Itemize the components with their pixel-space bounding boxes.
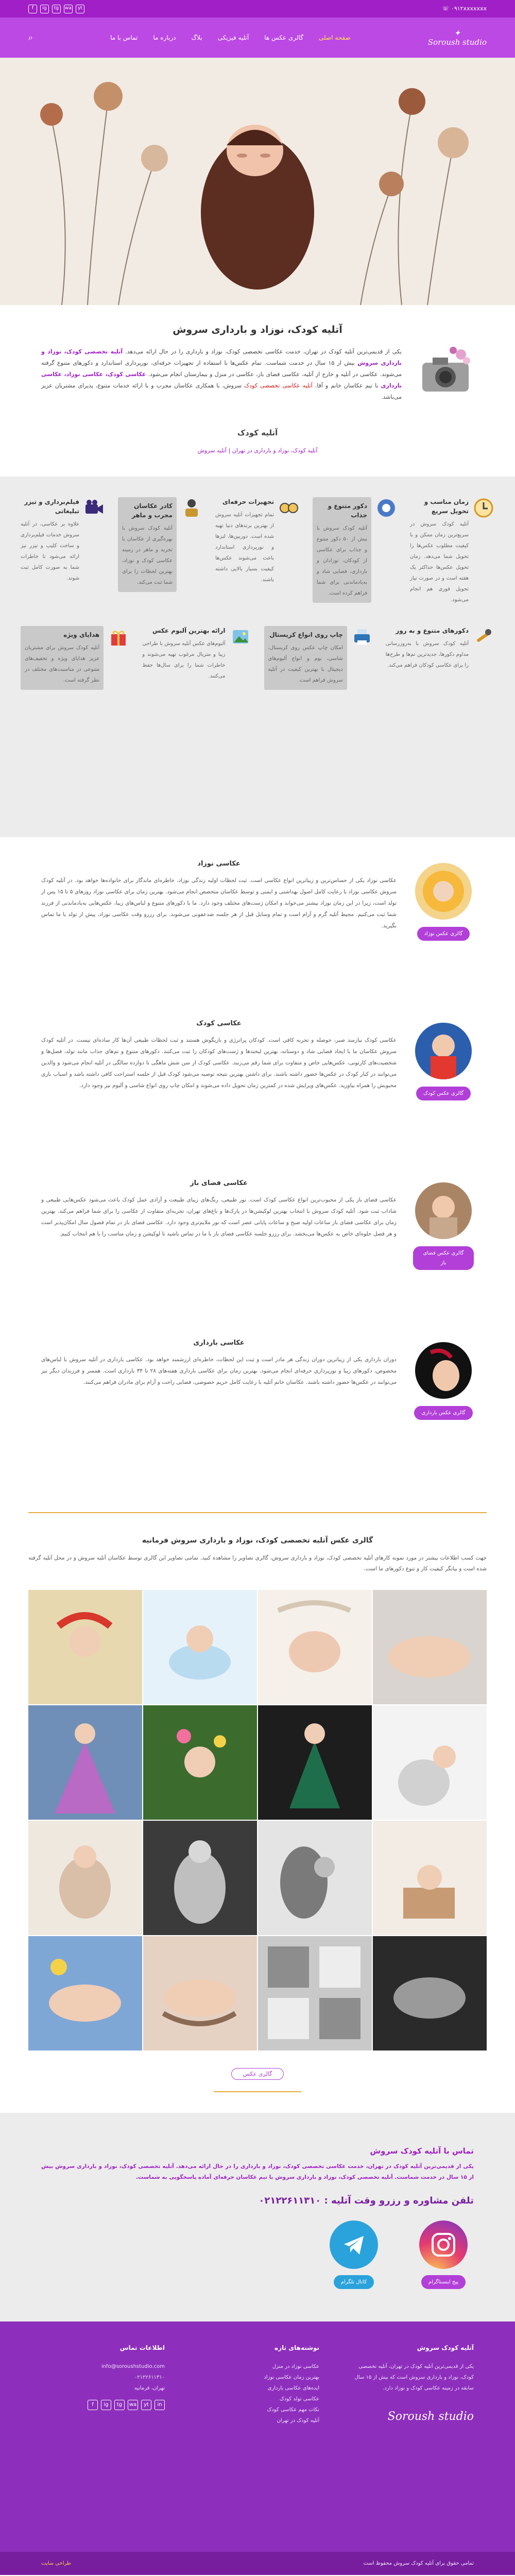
gallery-grid xyxy=(28,1590,487,2050)
main-nav xyxy=(0,18,515,58)
gallery-button[interactable]: گالری عکس xyxy=(231,2068,284,2080)
footer-contact xyxy=(41,2342,165,2531)
service-text: عکاسی کودک نیازمند صبر، حوصله و تجربه کافی است. کودکان پرانرژی و بازیگوش هستند و ثبت لحظات طبیعی آن‌ها کار ساده‌ای نیست. در آتلیه کودک سروش عکاسان ما با ایجاد فضایی شاد و دوستانه، بهترین لبخندها و ژست‌های کودکان را ثبت می‌کنند. دکورهای متنوع و تم‌های جذاب مانند تولد، فصل‌ها و شخصیت‌های کارتونی، عکس‌هایی خاص و متفاوت برای شما رقم می‌زنند. عکاسی کودک از سن شش ماهگی تا دوازده سالگی در آتلیه انجام می‌شود و والدین می‌توانند در کنار کودک در عکس‌ها حضور داشته باشند. برای داشتن بهترین نتیجه توصیه می‌شود کودک قبل از جلسه استراحت کافی داشته باشد و اسباب بازی محبوبش را همراه بیاورید. عکس‌های ویرایش شده در کمترین زمان تحویل داده می‌شوند و امکان چاپ روی انواع شاسی و آلبوم نیز وجود دارد. xyxy=(41,1037,397,1089)
gallery-photo[interactable] xyxy=(258,1705,372,1820)
clock-icon xyxy=(473,497,494,519)
gallery-photo[interactable] xyxy=(28,1705,142,1820)
instagram-icon[interactable]: ig xyxy=(101,2400,111,2410)
feature-title: کادر عکاسان مجرب و ماهر xyxy=(131,502,173,519)
features-section xyxy=(0,477,515,837)
nav-item-blog[interactable]: بلاگ xyxy=(191,33,202,41)
feature-title: دکورهای متنوع و به روز xyxy=(396,627,469,635)
gallery-photo[interactable] xyxy=(28,1936,142,2050)
service-title: عکاسی کودک xyxy=(196,1020,242,1028)
gallery-text: جهت کسب اطلاعات بیشتر در مورد نمونه کارهای آتلیه تخصصی کودک، نوزاد و بارداری سروش، گالری تصاویر را مشاهده کنید. تمامی تصاویر این گالری توسط عکاسان آتلیه سروش و در محل آتلیه گرفته شده است و بیانگر کیفیت کار و تنوع دکورهای ما است. xyxy=(28,1555,487,1572)
whatsapp-icon[interactable]: wa xyxy=(128,2400,138,2410)
album-icon xyxy=(230,626,251,648)
instagram-button[interactable]: پیج اینستاگرام xyxy=(421,2275,466,2289)
telegram-block xyxy=(330,2221,378,2289)
telegram-icon[interactable]: tg xyxy=(114,2400,125,2410)
feature-fast-delivery xyxy=(410,497,494,605)
feature-crystal-print xyxy=(264,626,373,690)
instagram-icon[interactable] xyxy=(419,2221,468,2269)
service-child xyxy=(41,1018,474,1146)
feature-equipment xyxy=(215,497,300,605)
gallery-photo[interactable] xyxy=(373,1705,487,1820)
footer-brand-title: آتلیه کودک سروش xyxy=(417,2344,474,2351)
feature-text: آتلیه کودک سروش برای مشتریان عزیز هدایای ویژه و تخفیف‌های متنوعی در مناسبت‌های مختلف در نظر گرفته است. xyxy=(25,645,100,684)
footer-news-link[interactable]: بهترین زمان عکاسی نوزاد xyxy=(264,2374,319,2380)
topbar-phone[interactable] xyxy=(442,4,487,14)
service-title: عکاسی نوزاد xyxy=(197,860,241,868)
feature-text: آتلیه کودک سروش با به‌روزرسانی مداوم دکورها، جدیدترین تم‌ها و طرح‌ها را برای عکاسی کودکان فراهم می‌کند. xyxy=(385,641,469,669)
tagline: آتلیه کودک، نوزاد و بارداری در تهران | آتلیه سروش xyxy=(197,447,318,454)
hero-banner xyxy=(0,58,515,305)
service-title: عکاسی فضای باز xyxy=(190,1179,248,1188)
gallery-photo[interactable] xyxy=(258,1590,372,1704)
child-gallery-button[interactable]: گالری عکس کودک xyxy=(416,1087,471,1100)
linkedin-icon[interactable]: in xyxy=(154,2400,165,2410)
child-photo xyxy=(415,1023,472,1079)
service-newborn xyxy=(41,858,474,987)
contact-section xyxy=(0,2113,515,2321)
gallery-photo[interactable] xyxy=(373,1590,487,1704)
gallery-photo[interactable] xyxy=(258,1821,372,1935)
feature-text: آتلیه کودک سروش با بهره‌گیری از عکاسان با تجربه و ماهر در زمینه عکاسی کودک و نوزاد، بهترین لحظات را برای شما ثبت می‌کند. xyxy=(122,526,173,586)
youtube-icon[interactable]: yt xyxy=(141,2400,151,2410)
feature-text: تمام تجهیزات آتلیه سروش از بهترین برندهای دنیا تهیه شده است. دوربین‌ها، لنزها و نورپردازی استاندارد باعث می‌شوند عکس‌ها کیفیت بسیار بالایی داشته باشند. xyxy=(215,512,274,583)
gallery-photo[interactable] xyxy=(28,1821,142,1935)
instagram-icon[interactable]: ig xyxy=(40,5,49,13)
telegram-icon[interactable]: tg xyxy=(52,5,61,13)
gallery-photo[interactable] xyxy=(373,1936,487,2050)
footer-brand-text: یکی از قدیمی‌ترین آتلیه کودک در تهران، آتلیه تخصصی کودک، نوزاد و بارداری سروش است که بیش از ۱۵ سال سابقه در زمینه عکاسی کودک و نوزاد دارد. xyxy=(354,2363,474,2391)
goggles-icon xyxy=(278,497,300,519)
top-bar xyxy=(0,0,515,18)
service-text: عکاسی فضای باز یکی از محبوب‌ترین انواع عکاسی کودک است. نور طبیعی، رنگ‌های زیبای طبیعت و آزادی عمل کودک باعث می‌شود عکس‌هایی طبیعی و شاداب ثبت شود. آتلیه کودک سروش با انتخاب بهترین لوکیشن‌ها در پارک‌ها و باغ‌های تهران، تجربه‌ای متفاوت از عکاسی را برای شما فراهم می‌کند. بهترین زمان برای عکاسی فضای باز ساعات اولیه صبح و ساعات پایانی عصر است که نور ملایم‌تری وجود دارد. عکاسی فضای باز در تمام فصول سال امکان‌پذیر است و هر فصل جلوه‌ای خاص به عکس‌ها می‌بخشد. برای رزرو جلسه عکاسی فضای باز با ما در تماس باشید تا لوکیشن و زمان مناسب را با هم انتخاب کنیم. xyxy=(41,1197,397,1238)
footer-news-link[interactable]: عکاسی تولد کودک xyxy=(279,2396,319,2402)
intro-text-1: یکی از قدیمی‌ترین آتلیه کودک در تهران، خدمت عکاسی تخصصی کودک، نوزاد و بارداری را در حال ارائه می‌دهد. xyxy=(123,348,402,355)
intro-title: آتلیه کودک، نوزاد و بارداری سروش xyxy=(173,324,342,335)
whatsapp-icon[interactable]: wa xyxy=(64,5,73,13)
features-row-1 xyxy=(21,497,494,605)
designer-credit[interactable]: طراحی سایت xyxy=(41,2560,71,2566)
footer-info-title: اطلاعات تماس xyxy=(119,2344,165,2351)
camera-icon xyxy=(417,345,474,395)
feature-decor xyxy=(313,497,397,605)
features-row-2 xyxy=(21,626,494,690)
gallery-photo[interactable] xyxy=(143,1936,257,2050)
decor-icon xyxy=(375,497,397,519)
nav-item-studio[interactable]: آتلیه فیزیکی xyxy=(217,33,249,41)
social-apps xyxy=(41,2221,474,2289)
facebook-icon[interactable]: f xyxy=(28,5,37,13)
feature-title: هدایای ویژه xyxy=(63,631,100,639)
gallery-photo[interactable] xyxy=(143,1821,257,1935)
nav-menu xyxy=(110,32,351,44)
copyright-bar xyxy=(0,2552,515,2575)
feature-text: آتلیه کودک سروش در سریع‌ترین زمان ممکن و با کیفیت مطلوب عکس‌ها را تحویل شما می‌دهد. زمان تحویل عکس‌ها حداکثر یک هفته است و در صورت نیاز تحویل فوری هم انجام می‌شود. xyxy=(410,521,469,603)
gift-icon xyxy=(108,626,129,648)
intro-paragraph xyxy=(41,346,402,403)
service-thumb xyxy=(413,1342,474,1420)
logo-bird-icon: ✦ xyxy=(454,28,461,38)
intro-section xyxy=(0,305,515,477)
gallery-photo[interactable] xyxy=(258,1936,372,2050)
instagram-block xyxy=(419,2221,468,2289)
footer-email[interactable]: info@soroushstudio.com xyxy=(101,2363,165,2369)
footer-news-title: نوشته‌های تازه xyxy=(274,2344,319,2351)
footer-phone[interactable]: ۰۲۱۲۲۶۱۱۳۱۰ xyxy=(134,2374,165,2380)
footer-brand xyxy=(350,2342,474,2531)
service-outdoor xyxy=(41,1177,474,1306)
footer-news-link[interactable]: عکاسی نوزاد در منزل xyxy=(272,2363,319,2369)
service-thumb xyxy=(413,1182,474,1270)
outdoor-gallery-button[interactable]: گالری عکس فضای باز xyxy=(413,1246,474,1270)
service-thumb xyxy=(413,1023,474,1100)
photographer-icon xyxy=(181,497,202,519)
feature-title: ارائه بهترین آلبوم عکس xyxy=(152,627,226,635)
site-logo[interactable] xyxy=(428,28,487,47)
footer xyxy=(0,2321,515,2552)
gallery-photo[interactable] xyxy=(373,1821,487,1935)
section-heading: آتلیه کودک xyxy=(237,428,278,438)
nav-item-home[interactable]: صفحه اصلی xyxy=(318,33,351,41)
intro-text-2: بیش از ۱۵ سال در خدمت شماست. تمام عکس‌ها با استفاده از تجهیزات حرفه‌ای، نورپردازی استاندارد و دکورهای متنوع گرفته می‌شوند. عکاسی در آتلیه و خارج از آتلیه، عکاسی فضای باز، عکاسی در منزل و بیمارستان انجام می‌شود. xyxy=(41,360,402,378)
intro-text-3: با تیم عکاسان خانم و آقا. xyxy=(315,382,381,389)
telegram-button[interactable]: کانال تلگرام xyxy=(334,2275,374,2289)
service-maternity xyxy=(41,1337,474,1466)
feature-text: آتلیه کودک سروش با بیش از ۵۰ دکور متنوع و جذاب برای عکاسی از کودکان، نوزادان و بارداری، فضایی شاد و به‌یادماندنی برای شما فراهم کرده است. xyxy=(317,526,368,597)
youtube-icon[interactable]: yt xyxy=(76,5,84,13)
video-camera-icon xyxy=(83,497,105,519)
feature-title: زمان مناسب و تحویل سریع xyxy=(424,498,469,515)
facebook-icon[interactable]: f xyxy=(88,2400,98,2410)
printer-icon xyxy=(351,626,373,648)
footer-social xyxy=(41,2400,165,2410)
topbar-social xyxy=(28,5,84,13)
services-section xyxy=(0,837,515,1466)
feature-text: امکان چاپ عکس روی کریستال، شاسی، بوم و انواع آلبوم‌های دیجیتال با بهترین کیفیت در آتلیه سروش فراهم است. xyxy=(268,645,343,684)
gallery-photo[interactable] xyxy=(28,1590,142,1704)
nav-item-contact[interactable]: تماس با ما xyxy=(110,33,138,41)
logo-text: Soroush studio xyxy=(427,38,487,47)
topbar-phone-text: ۰۹۱۲xxxxxxx xyxy=(451,5,487,12)
tools-icon xyxy=(473,626,494,648)
feature-video xyxy=(21,497,105,605)
feature-title: دکور متنوع و جذاب xyxy=(328,502,367,519)
service-text: عکاسی نوزاد یکی از حساس‌ترین و زیباترین انواع عکاسی است. ثبت لحظات اولیه زندگی نوزاد، خاطره‌ای ماندگار برای خانواده‌ها خواهد بود. در آتلیه کودک سروش عکاسی نوزاد با رعایت کامل اصول بهداشتی و ایمنی و توسط عکاسان متخصص انجام می‌شود. بهترین زمان برای عکاسی نوزاد روزهای ۵ تا ۱۵ پس از تولد است، زیرا در این زمان نوزاد بیشتر می‌خوابد و امکان ژست‌های مختلف وجود دارد. ما با دکورهای متنوع و لباس‌های زیبا، عکس‌هایی به‌یادماندنی از فرزند شما ثبت می‌کنیم. محیط آتلیه گرم و آرام است و تمام وسایل قبل از هر جلسه ضدعفونی می‌شوند. برای رزرو وقت عکاسی نوزاد، پیش از تولد با ما تماس بگیرید. xyxy=(41,877,397,929)
divider xyxy=(214,2091,301,2092)
feature-title: چاپ روی انواع کریستال xyxy=(269,631,343,639)
newborn-photo xyxy=(415,863,472,920)
feature-text: علاوه بر عکاسی، در آتلیه سروش خدمات فیلم‌برداری و ساخت کلیپ و تیزر نیز ارائه می‌شود تا خاطرات شما به صورت کامل ثبت شوند. xyxy=(21,521,79,582)
footer-logo: Soroush studio xyxy=(387,2410,474,2423)
footer-news-link[interactable]: نکات مهم عکاسی کودک xyxy=(267,2406,319,2413)
intro-bold-2: عکاسی کودک، عکاسی نوزاد، عکاسی بارداری xyxy=(41,371,402,389)
contact-phone[interactable]: تلفن مشاوره و رزرو وقت آتلیه : ۰۲۱۲۲۶۱۱۳۱۰ xyxy=(259,2195,474,2207)
feature-title: فیلم‌برداری و تیزر تبلیغاتی xyxy=(24,498,79,515)
intro-highlight: آتلیه عکاسی تخصصی کودک xyxy=(244,382,313,389)
contact-title: تماس با آتلیه کودک سروش xyxy=(370,2146,474,2156)
feature-title: تجهیزات حرفه‌ای xyxy=(222,498,274,506)
copyright-text: تمامی حقوق برای آتلیه کودک سروش محفوظ است xyxy=(363,2560,474,2566)
maternity-gallery-button[interactable]: گالری عکس بارداری xyxy=(414,1406,472,1420)
outdoor-photo xyxy=(415,1182,472,1239)
gallery-photo[interactable] xyxy=(143,1590,257,1704)
service-title: عکاسی بارداری xyxy=(193,1339,245,1347)
contact-text: یکی از قدیمی‌ترین آتلیه کودک در تهران، خدمت عکاسی تخصصی کودک، نوزاد و بارداری را در حال ارائه می‌دهد. آتلیه تخصصی کودک، نوزاد و بارداری سروش بیش از ۱۵ سال در خدمت شماست. آتلیه تخصصی کودک، نوزاد و بارداری سروش با تیم عکاسان حرفه‌ای آماده پاسخگویی به شماست. xyxy=(41,2163,474,2181)
phone-icon: ☏ xyxy=(442,5,451,12)
nav-item-about[interactable]: درباره ما xyxy=(153,33,176,41)
service-thumb xyxy=(413,863,474,941)
service-text: دوران بارداری یکی از زیباترین دوران زندگی هر مادر است و ثبت این لحظات، خاطره‌ای ارزشمند خواهد بود. عکاسی بارداری در آتلیه سروش با لباس‌های مخصوص، دکورهای زیبا و نورپردازی حرفه‌ای انجام می‌شود. بهترین زمان برای عکاسی بارداری هفته‌های ۲۸ تا ۳۴ بارداری است. همسر و فرزندان دیگر نیز می‌توانند در عکس‌ها حضور داشته باشند. عکاسان خانم آتلیه با رعایت کامل حریم خصوصی، فضایی راحت و آرام برای مادران فراهم می‌کنند. xyxy=(41,1357,397,1386)
maternity-photo xyxy=(415,1342,472,1399)
feature-album xyxy=(142,626,251,690)
intro-text-4: سروش، با همکاری عکاسان مجرب و با ارائه خدمات متنوع، پذیرای مشتریان عزیز می‌باشد. xyxy=(41,382,402,401)
feature-text: آلبوم‌های عکس آتلیه سروش با طراحی زیبا و متریال مرغوب تهیه می‌شوند و خاطرات شما را برای سال‌ها حفظ می‌کنند. xyxy=(142,641,226,680)
footer-news xyxy=(196,2342,319,2531)
footer-address: تهران، فرمانیه xyxy=(134,2385,165,2391)
footer-news-link[interactable]: آتلیه کودک در تهران xyxy=(277,2417,319,2424)
search-icon[interactable]: ⌕ xyxy=(28,32,33,42)
gallery-button-wrap xyxy=(28,2069,487,2080)
footer-news-link[interactable]: ایده‌های عکاسی بارداری xyxy=(267,2385,319,2391)
newborn-gallery-button[interactable]: گالری عکس نوزاد xyxy=(417,927,470,941)
divider xyxy=(28,1512,487,1513)
nav-item-gallery[interactable]: گالری عکس ها xyxy=(264,33,303,41)
feature-updated-decor xyxy=(386,626,494,690)
feature-gifts xyxy=(21,626,129,690)
intro-bold-1: آتلیه تخصصی کودک، نوزاد و بارداری سروش xyxy=(41,348,402,367)
gallery-section xyxy=(0,1497,515,2112)
feature-photographers xyxy=(118,497,202,605)
hero-image xyxy=(0,58,515,305)
gallery-title: گالری عکس آتلیه تخصصی کودک، نوزاد و بارداری سروش فرمانیه xyxy=(142,1536,373,1545)
gallery-photo[interactable] xyxy=(143,1705,257,1820)
telegram-icon[interactable] xyxy=(330,2221,378,2269)
